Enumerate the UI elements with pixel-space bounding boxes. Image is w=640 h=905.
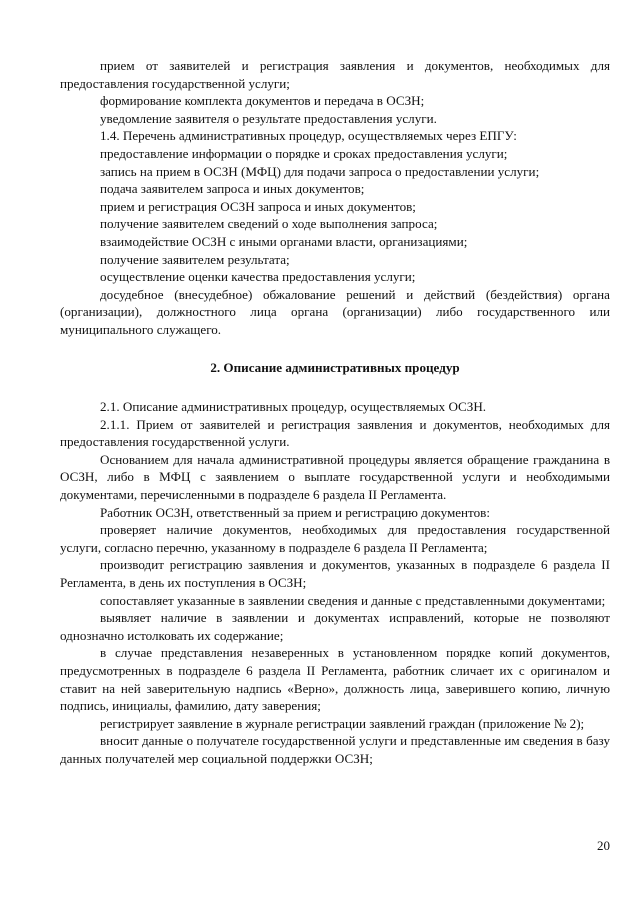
section-body: [60, 398, 610, 767]
paragraph: производит регистрацию заявления и документов, указанных в подразделе 6 раздела II Регламента, в день их поступления в ОСЗН;: [60, 557, 610, 591]
list-item: досудебное (внесудебное) обжалование решений и действий (бездействия) органа (организации), должностного лица органа (организации) либо государственного или муниципального служащего.: [60, 286, 610, 337]
procedures-list: [60, 57, 610, 339]
page-number: 20: [597, 838, 610, 853]
list-heading: 1.4. Перечень административных процедур, осуществляемых через ЕПГУ:: [100, 128, 517, 144]
paragraph: Основанием для начала административной процедуры является обращение гражданина в ОСЗН, либо в МФЦ с заявлением о выплате государственной услуги и необходимыми документами, перечисленными в подразделе 6 раздела II Регламента.: [60, 451, 610, 503]
list-item: запись на прием в ОСЗН (МФЦ) для подачи запроса о предоставлении услуги;: [100, 163, 540, 179]
paragraph: сопоставляет указанные в заявлении сведения и данные с представленными документами;: [100, 592, 606, 608]
list-item: получение заявителем сведений о ходе выполнения запроса;: [100, 216, 438, 232]
list-item: осуществление оценки качества предоставления услуги;: [100, 269, 416, 285]
paragraph: вносит данные о получателе государственной услуги и представленные им сведения в базу данных получателей мер социальной поддержки ОСЗН;: [60, 733, 610, 766]
list-item: уведомление заявителя о результате предоставления услуги.: [100, 110, 437, 126]
list-item: взаимодействие ОСЗН с иными органами власти, организациями;: [100, 233, 468, 249]
section-title: 2. Описание административных процедур: [210, 359, 460, 375]
list-item: прием от заявителей и регистрация заявления и документов, необходимых для предоставления государственной услуги;: [60, 58, 610, 91]
list-item: формирование комплекта документов и передача в ОСЗН;: [100, 93, 425, 109]
paragraph: регистрирует заявление в журнале регистрации заявлений граждан (приложение № 2);: [100, 715, 585, 731]
paragraph: выявляет наличие в заявлении и документах исправлений, которые не позволяют однозначно истолковать их содержание;: [60, 610, 610, 643]
paragraph: 2.1. Описание административных процедур, осуществляемых ОСЗН.: [100, 399, 487, 415]
paragraph: 2.1.1. Прием от заявителей и регистрация заявления и документов, необходимых для предоставления государственной услуги.: [60, 416, 610, 450]
paragraph: в случае представления незаверенных в установленном порядке копий документов, предусмотренных в подразделе 6 раздела II Регламента, работник сличает их с оригиналом и ставит на ней заверительную надпись «Верно», должность лица, заверившего копию, личную подпись, инициалы, фамилию, дату заверения;: [60, 645, 610, 714]
list-item: получение заявителем результата;: [100, 251, 290, 267]
list-item: предоставление информации о порядке и сроках предоставления услуги;: [100, 145, 508, 161]
paragraph: Работник ОСЗН, ответственный за прием и регистрацию документов:: [100, 504, 490, 520]
list-item: подача заявителем запроса и иных документов;: [100, 181, 365, 197]
paragraph: проверяет наличие документов, необходимых для предоставления государственной услуги, согласно перечню, указанному в подразделе 6 раздела II Регламента;: [60, 522, 610, 555]
list-item: прием и регистрация ОСЗН запроса и иных документов;: [100, 198, 416, 214]
